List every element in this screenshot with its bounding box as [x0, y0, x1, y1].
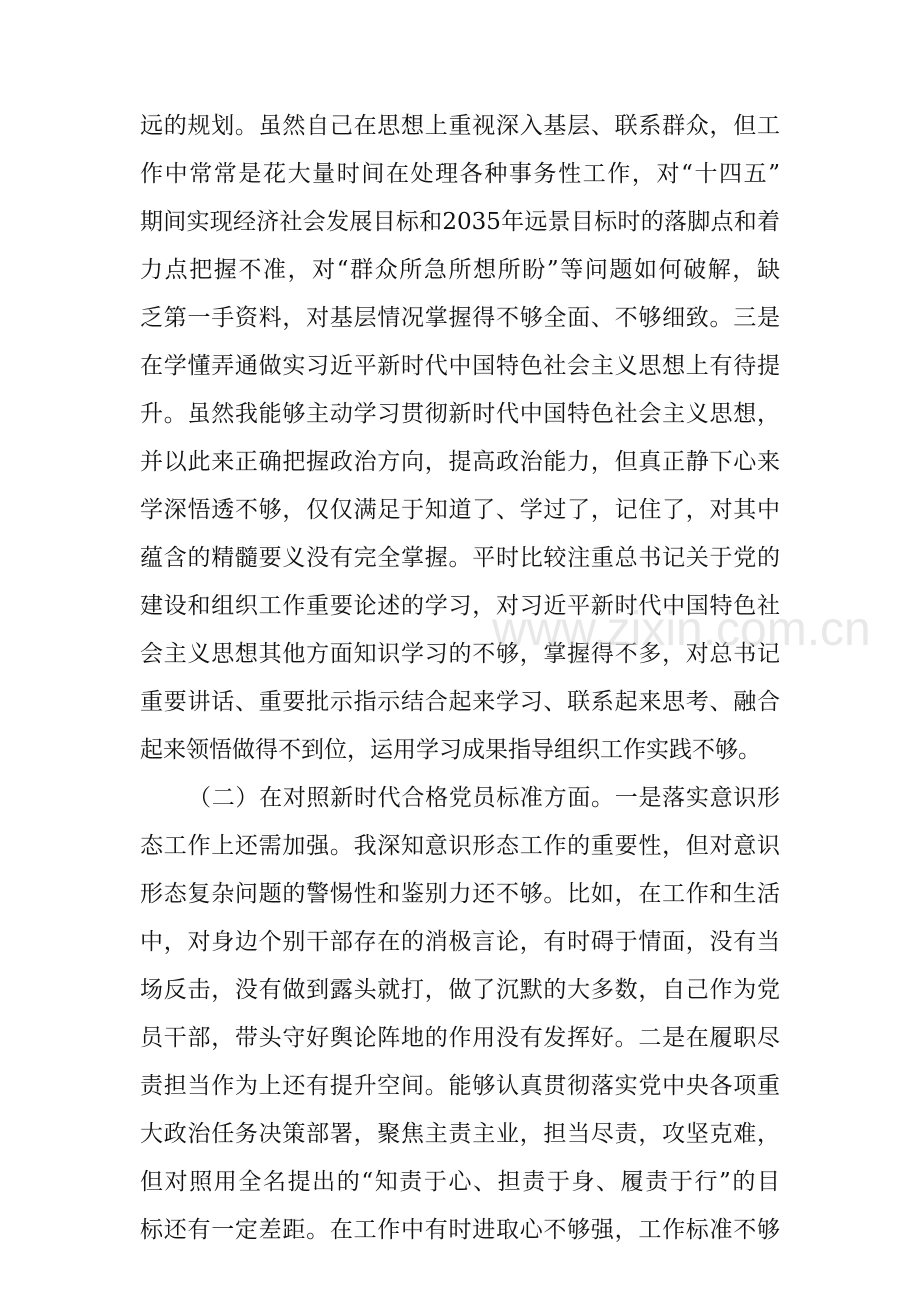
body-text-line: 形态复杂问题的警惕性和鉴别力还不够。比如，在工作和生活: [140, 881, 780, 907]
body-text-line: 重要讲话、重要批示指示结合起来学习、联系起来思考、融合: [140, 689, 780, 715]
body-text-line: 学深悟透不够，仅仅满足于知道了、学过了，记住了，对其中: [140, 497, 780, 523]
body-text-line: 并以此来正确把握政治方向，提高政治能力，但真正静下心来: [140, 449, 780, 475]
body-text-line: 场反击，没有做到露头就打，做了沉默的大多数，自己作为党: [140, 977, 780, 1003]
section-heading-line: （二）在对照新时代合格党员标准方面。一是落实意识形: [188, 785, 780, 811]
body-text-line: 期间实现经济社会发展目标和2035年远景目标时的落脚点和着: [140, 209, 780, 235]
body-text-line: 大政治任务决策部署，聚焦主责主业，担当尽责，攻坚克难，: [140, 1121, 780, 1147]
body-text-line: 员干部，带头守好舆论阵地的作用没有发挥好。二是在履职尽: [140, 1025, 780, 1051]
body-text-line: 远的规划。虽然自己在思想上重视深入基层、联系群众，但工: [140, 113, 780, 139]
body-text-line: 中，对身边个别干部存在的消极言论，有时碍于情面，没有当: [140, 929, 780, 955]
body-text-line: 责担当作为上还有提升空间。能够认真贯彻落实党中央各项重: [140, 1073, 780, 1099]
body-text-line: 但对照用全名提出的“知责于心、担责于身、履责于行”的目: [140, 1169, 780, 1195]
body-text-line: 乏第一手资料，对基层情况掌握得不够全面、不够细致。三是: [140, 305, 780, 331]
body-text-line: 升。虽然我能够主动学习贯彻新时代中国特色社会主义思想，: [140, 401, 780, 427]
body-text-line: 作中常常是花大量时间在处理各种事务性工作，对“十四五”: [140, 161, 780, 187]
body-text-line: 力点把握不准，对“群众所急所想所盼”等问题如何破解，缺: [140, 257, 780, 283]
body-text-line: 标还有一定差距。在工作中有时进取心不够强，工作标准不够: [140, 1217, 780, 1243]
body-text-line: 建设和组织工作重要论述的学习，对习近平新时代中国特色社: [140, 593, 780, 619]
watermark: www.zixin.com.cn: [492, 603, 871, 656]
body-text-line: 会主义思想其他方面知识学习的不够，掌握得不多，对总书记: [140, 641, 780, 667]
body-text-line: 起来领悟做得不到位，运用学习成果指导组织工作实践不够。: [140, 737, 761, 763]
body-text-line: 在学懂弄通做实习近平新时代中国特色社会主义思想上有待提: [140, 353, 780, 379]
body-text-line: 蕴含的精髓要义没有完全掌握。平时比较注重总书记关于党的: [140, 545, 780, 571]
body-text-line: 态工作上还需加强。我深知意识形态工作的重要性，但对意识: [140, 833, 780, 859]
